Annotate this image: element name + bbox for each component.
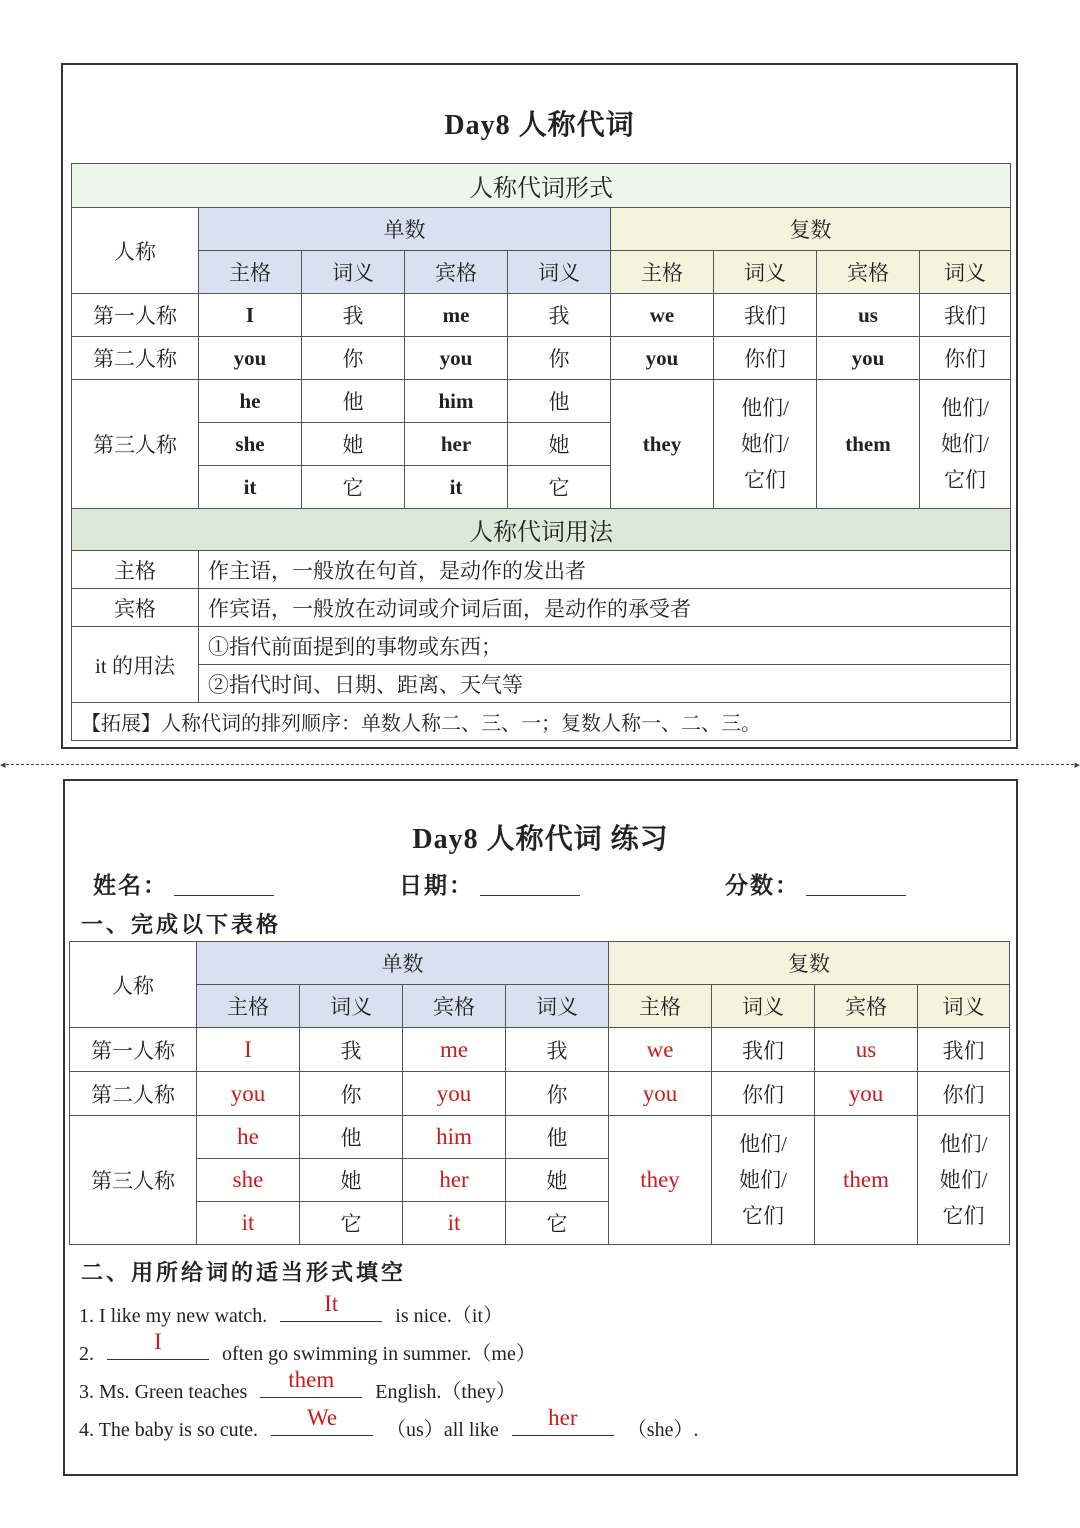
answer-cell[interactable]: they	[609, 1116, 712, 1245]
answer-cell[interactable]: she	[197, 1159, 300, 1202]
answer-cell[interactable]: he	[197, 1116, 300, 1159]
answer-blank[interactable]	[107, 1329, 209, 1360]
pronoun-forms-table	[71, 163, 1011, 741]
cell	[920, 380, 1011, 509]
usage-text: 作主语，一般放在句首，是动作的发出者	[199, 551, 1011, 589]
cell: it	[199, 466, 302, 509]
question-2	[79, 1329, 536, 1366]
table-row	[70, 1116, 1010, 1159]
cell: 它	[302, 466, 405, 509]
dashed-divider	[6, 764, 1074, 765]
plural-header: 复数	[611, 208, 1011, 251]
reference-card	[61, 63, 1018, 749]
cell: me	[405, 294, 508, 337]
col-header: 主格	[197, 985, 300, 1028]
answer-cell[interactable]: her	[403, 1159, 506, 1202]
usage-text: ①指代前面提到的事物或东西；	[199, 627, 1011, 665]
col-header: 宾格	[817, 251, 920, 294]
answer-cell[interactable]: I	[197, 1028, 300, 1072]
cell-line: 他们/	[739, 1132, 787, 1156]
arrow-left-icon: ◂	[0, 759, 6, 771]
usage-text: 作宾语，一般放在动词或介词后面，是动作的承受者	[199, 589, 1011, 627]
col-header: 词义	[300, 985, 403, 1028]
date-field	[399, 867, 580, 900]
answer-blank[interactable]	[512, 1405, 614, 1436]
table-row	[72, 665, 1011, 703]
col-header: 主格	[199, 251, 302, 294]
cell: 我们	[918, 1028, 1010, 1072]
date-label: 日期：	[399, 873, 474, 898]
row-label: 第三人称	[70, 1116, 197, 1245]
plural-header: 复数	[609, 942, 1010, 985]
name-label: 姓名：	[93, 873, 168, 898]
section-2-heading: 二、用所给词的适当形式填空	[81, 1260, 407, 1285]
question-text: （us）all like	[386, 1419, 499, 1441]
score-label: 分数：	[725, 873, 800, 898]
col-header: 词义	[920, 251, 1011, 294]
col-header: 词义	[714, 251, 817, 294]
cell: 你们	[712, 1072, 815, 1116]
cell	[712, 1116, 815, 1245]
score-blank[interactable]	[806, 875, 906, 896]
row-label: 第一人称	[70, 1028, 197, 1072]
question-text: is nice.（it）	[395, 1305, 504, 1327]
name-field	[93, 867, 274, 900]
col-header: 主格	[611, 251, 714, 294]
cell: 她	[302, 423, 405, 466]
singular-header: 单数	[197, 942, 609, 985]
answer-blank[interactable]	[260, 1367, 362, 1398]
cell-line: 它们	[742, 1204, 784, 1228]
cell: you	[405, 337, 508, 380]
answer-cell[interactable]: him	[403, 1116, 506, 1159]
cell-line: 他们/	[941, 396, 989, 420]
answer-cell[interactable]: you	[197, 1072, 300, 1116]
page-title: Day8 人称代词	[444, 110, 635, 141]
cell: 它	[508, 466, 611, 509]
cell: them	[817, 380, 920, 509]
cell: he	[199, 380, 302, 423]
cell: 我	[302, 294, 405, 337]
row-label: 宾格	[72, 589, 199, 627]
col-header: 词义	[712, 985, 815, 1028]
answer-text: I	[154, 1329, 162, 1354]
question-4	[79, 1405, 699, 1442]
cell: 他	[506, 1116, 609, 1159]
exercise-table	[69, 941, 1010, 1245]
singular-header: 单数	[199, 208, 611, 251]
cell	[918, 1116, 1010, 1245]
question-text: 3. Ms. Green teaches	[79, 1381, 248, 1403]
row-label: 第二人称	[72, 337, 199, 380]
table-row	[72, 380, 1011, 423]
cell: they	[611, 380, 714, 509]
extension-note: 【拓展】人称代词的排列顺序：单数人称二、三、一；复数人称一、二、三。	[72, 703, 1011, 741]
row-label: 主格	[72, 551, 199, 589]
cell: 你	[508, 337, 611, 380]
question-3	[79, 1367, 516, 1404]
answer-cell[interactable]: you	[403, 1072, 506, 1116]
cell: 你们	[714, 337, 817, 380]
cell: 他	[300, 1116, 403, 1159]
cell-line: 她们/	[941, 432, 989, 456]
answer-blank[interactable]	[280, 1291, 382, 1322]
cell: 我们	[712, 1028, 815, 1072]
cell-line: 他们/	[939, 1132, 988, 1156]
answer-cell[interactable]: we	[609, 1028, 712, 1072]
cell: 我	[508, 294, 611, 337]
cell	[714, 380, 817, 509]
usage-header: 人称代词用法	[72, 509, 1011, 551]
cell-line: 她们/	[739, 1168, 787, 1192]
answer-cell[interactable]: it	[197, 1202, 300, 1245]
table-row	[72, 551, 1011, 589]
col-header: 词义	[506, 985, 609, 1028]
question-text: English.（they）	[375, 1381, 516, 1403]
cell-line: 它们	[944, 468, 986, 492]
cell-line: 它们	[744, 468, 786, 492]
table-row	[72, 294, 1011, 337]
col-header: 宾格	[405, 251, 508, 294]
question-text: 1. I like my new watch.	[79, 1305, 268, 1327]
person-label: 人称	[70, 942, 197, 1028]
cell: 你	[300, 1072, 403, 1116]
date-blank[interactable]	[480, 875, 580, 896]
col-header: 宾格	[403, 985, 506, 1028]
cell-line: 它们	[942, 1204, 985, 1228]
usage-text: ②指代时间、日期、距离、天气等	[199, 665, 1011, 703]
forms-header: 人称代词形式	[72, 164, 1011, 208]
cell-line: 他们/	[741, 396, 789, 420]
section-1-heading: 一、完成以下表格	[81, 912, 282, 937]
col-header: 词义	[302, 251, 405, 294]
table-row	[72, 337, 1011, 380]
cell: us	[817, 294, 920, 337]
table-row	[72, 589, 1011, 627]
cell-line: 她们/	[741, 432, 789, 456]
question-text: 2.	[79, 1343, 94, 1365]
cell: him	[405, 380, 508, 423]
cell: you	[817, 337, 920, 380]
table-row	[70, 1072, 1010, 1116]
cell: I	[199, 294, 302, 337]
answer-text: It	[324, 1291, 339, 1316]
row-label: 第二人称	[70, 1072, 197, 1116]
answer-cell[interactable]: you	[609, 1072, 712, 1116]
arrow-right-icon: ▸	[1074, 759, 1080, 771]
cell: 我们	[714, 294, 817, 337]
cell: 我	[506, 1028, 609, 1072]
cell: 他	[302, 380, 405, 423]
exercise-card	[63, 779, 1018, 1476]
answer-cell[interactable]: you	[815, 1072, 918, 1116]
col-header: 宾格	[815, 985, 918, 1028]
row-label: 第一人称	[72, 294, 199, 337]
table-row	[70, 1028, 1010, 1072]
cell: 我	[300, 1028, 403, 1072]
cell: 他	[508, 380, 611, 423]
row-label: 第三人称	[72, 380, 199, 509]
answer-text: her	[548, 1405, 578, 1430]
question-text: often go swimming in summer.（me）	[222, 1343, 536, 1365]
answer-text: them	[288, 1367, 335, 1392]
name-blank[interactable]	[174, 875, 274, 896]
table-row	[72, 627, 1011, 665]
answer-cell[interactable]: them	[815, 1116, 918, 1245]
question-text: （she）.	[626, 1419, 699, 1441]
cell: 我们	[920, 294, 1011, 337]
cell: 你	[506, 1072, 609, 1116]
cell: she	[199, 423, 302, 466]
col-header: 主格	[609, 985, 712, 1028]
col-header: 词义	[508, 251, 611, 294]
cell: 她	[508, 423, 611, 466]
question-text: 4. The baby is so cute.	[79, 1419, 259, 1441]
cell: 你们	[918, 1072, 1010, 1116]
cell: it	[405, 466, 508, 509]
answer-blank[interactable]	[271, 1405, 373, 1436]
cell: 它	[506, 1202, 609, 1245]
cell: 它	[300, 1202, 403, 1245]
answer-cell[interactable]: me	[403, 1028, 506, 1072]
person-label: 人称	[72, 208, 199, 294]
page-title: Day8 人称代词 练习	[412, 824, 669, 855]
cell: 你	[302, 337, 405, 380]
cell: 她	[506, 1159, 609, 1202]
cell-line: 她们/	[939, 1168, 988, 1192]
question-1	[79, 1291, 504, 1328]
answer-cell[interactable]: us	[815, 1028, 918, 1072]
cell: you	[199, 337, 302, 380]
cell: her	[405, 423, 508, 466]
cell: 她	[300, 1159, 403, 1202]
cell: we	[611, 294, 714, 337]
cell: 你们	[920, 337, 1011, 380]
row-label: it 的用法	[72, 627, 199, 703]
answer-text: We	[307, 1405, 338, 1430]
score-field	[725, 867, 906, 900]
cell: you	[611, 337, 714, 380]
col-header: 词义	[918, 985, 1010, 1028]
answer-cell[interactable]: it	[403, 1202, 506, 1245]
